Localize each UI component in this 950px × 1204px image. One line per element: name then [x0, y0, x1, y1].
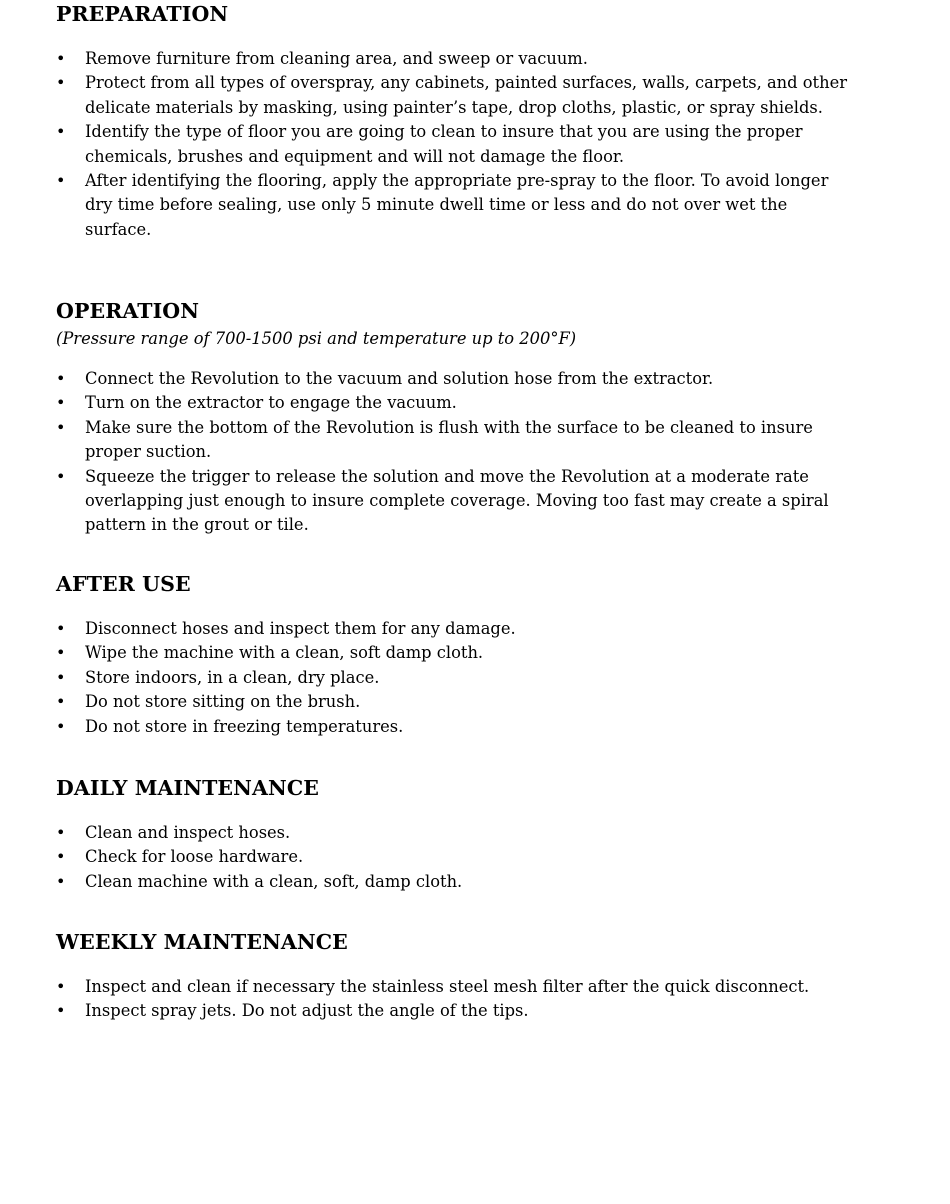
bullet-icon: •: [56, 466, 66, 486]
list-item: • Inspect and clean if necessary the stainless steel mesh filter after the quick disconnect.: [56, 975, 856, 999]
section-preparation: [56, 2, 856, 242]
list-item: • Clean and inspect hoses.: [56, 821, 856, 845]
bullet-icon: •: [56, 393, 66, 413]
section-subheading: (Pressure range of 700-1500 psi and temperature up to 200°F): [56, 329, 577, 348]
bullet-icon: •: [56, 49, 66, 68]
bullet-icon: •: [56, 667, 66, 687]
bullet-icon: •: [56, 73, 66, 93]
list-item: • Wipe the machine with a clean, soft damp cloth.: [56, 641, 856, 665]
bullet-icon: •: [56, 619, 66, 638]
list-item: • Squeeze the trigger to release the solution and move the Revolution at a moderate rate overlapping just enough to insure complete coverage. Moving too fast may create a spiral pattern in the grout or tile.: [56, 466, 829, 535]
bullet-icon: •: [56, 823, 66, 842]
list-item: • Turn on the extractor to engage the vacuum.: [56, 391, 856, 415]
bullet-icon: •: [56, 417, 66, 437]
bullet-list: [56, 975, 856, 1024]
bullet-icon: •: [56, 871, 66, 891]
section-heading: AFTER USE: [56, 572, 191, 596]
section-daily-maintenance: [56, 776, 856, 894]
section-heading: OPERATION: [56, 299, 200, 323]
section-heading: DAILY MAINTENANCE: [56, 776, 319, 800]
bullet-icon: •: [56, 716, 66, 736]
section-heading: WEEKLY MAINTENANCE: [56, 930, 348, 954]
bullet-icon: •: [56, 1001, 66, 1021]
list-item: • Check for loose hardware.: [56, 845, 856, 869]
list-item: • Connect the Revolution to the vacuum and solution hose from the extractor.: [56, 367, 856, 391]
list-item: • Remove furniture from cleaning area, and sweep or vacuum.: [56, 47, 856, 71]
bullet-icon: •: [56, 122, 66, 142]
bullet-list: [56, 617, 856, 739]
bullet-icon: •: [56, 171, 66, 191]
list-item: • After identifying the flooring, apply the appropriate pre-spray to the floor. To avoid longer dry time before sealing, use only 5 minute dwell time or less and do not over wet the surface.: [56, 171, 829, 239]
list-item: • Make sure the bottom of the Revolution is flush with the surface to be cleaned to insure proper suction.: [56, 417, 813, 462]
bullet-icon: •: [56, 692, 66, 712]
list-item: • Clean machine with a clean, soft, damp cloth.: [56, 870, 856, 894]
bullet-icon: •: [56, 369, 66, 388]
section-after-use: [56, 572, 856, 739]
section-heading: PREPARATION: [56, 2, 229, 26]
bullet-list: [56, 47, 856, 242]
list-item: • Do not store in freezing temperatures.: [56, 715, 856, 739]
bullet-icon: •: [56, 643, 66, 663]
bullet-icon: •: [56, 977, 66, 996]
list-item: • Identify the type of floor you are going to clean to insure that you are using the proper chemicals, brushes and equipment and will not damage the floor.: [56, 122, 803, 166]
list-item: • Protect from all types of overspray, any cabinets, painted surfaces, walls, carpets, and other delicate materials by masking, using painter’s tape, drop cloths, plastic, or spray shields.: [56, 73, 847, 117]
bullet-list: [56, 367, 856, 538]
list-item: • Do not store sitting on the brush.: [56, 690, 856, 714]
list-item: • Store indoors, in a clean, dry place.: [56, 666, 856, 690]
list-item: • Disconnect hoses and inspect them for any damage.: [56, 617, 856, 641]
bullet-icon: •: [56, 847, 66, 867]
section-weekly-maintenance: [56, 930, 856, 1024]
section-operation: [56, 299, 856, 538]
list-item: • Inspect spray jets. Do not adjust the angle of the tips.: [56, 999, 856, 1023]
bullet-list: [56, 821, 856, 894]
